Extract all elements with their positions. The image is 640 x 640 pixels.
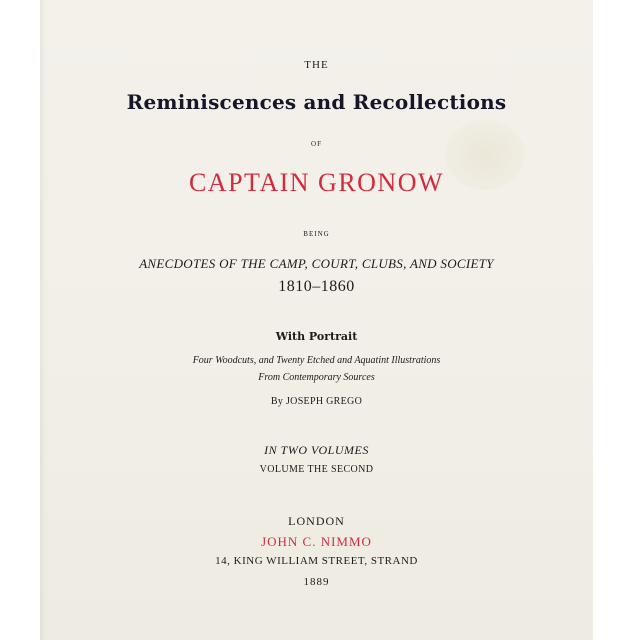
imprint-publisher: JOHN C. NIMMO — [261, 534, 372, 549]
imprint-city: LONDON — [288, 514, 345, 528]
sources-line: From Contemporary Sources — [258, 372, 375, 383]
title-page — [40, 0, 593, 640]
author-line: By JOSEPH GREGO — [270, 396, 363, 407]
portrait-line: With Portrait — [275, 330, 358, 343]
article-the: THE — [304, 59, 329, 71]
word-being: BEING — [303, 230, 330, 238]
word-of: OF — [311, 140, 322, 148]
book-subtitle: ANECDOTES OF THE CAMP, COURT, CLUBS, AND SOCIETY — [139, 256, 494, 271]
imprint-year: 1889 — [303, 576, 330, 588]
book-title: Reminiscences and Recollections — [126, 90, 507, 114]
date-range: 1810–1860 — [278, 278, 355, 295]
illustrations-line: Four Woodcuts, and Twenty Etched and Aquatint Illustrations — [192, 355, 441, 366]
volumes-line: IN TWO VOLUMES — [264, 443, 369, 457]
volume-number: VOLUME THE SECOND — [259, 464, 374, 475]
subject-name: CAPTAIN GRONOW — [188, 168, 445, 197]
imprint-address: 14, KING WILLIAM STREET, STRAND — [215, 555, 418, 567]
